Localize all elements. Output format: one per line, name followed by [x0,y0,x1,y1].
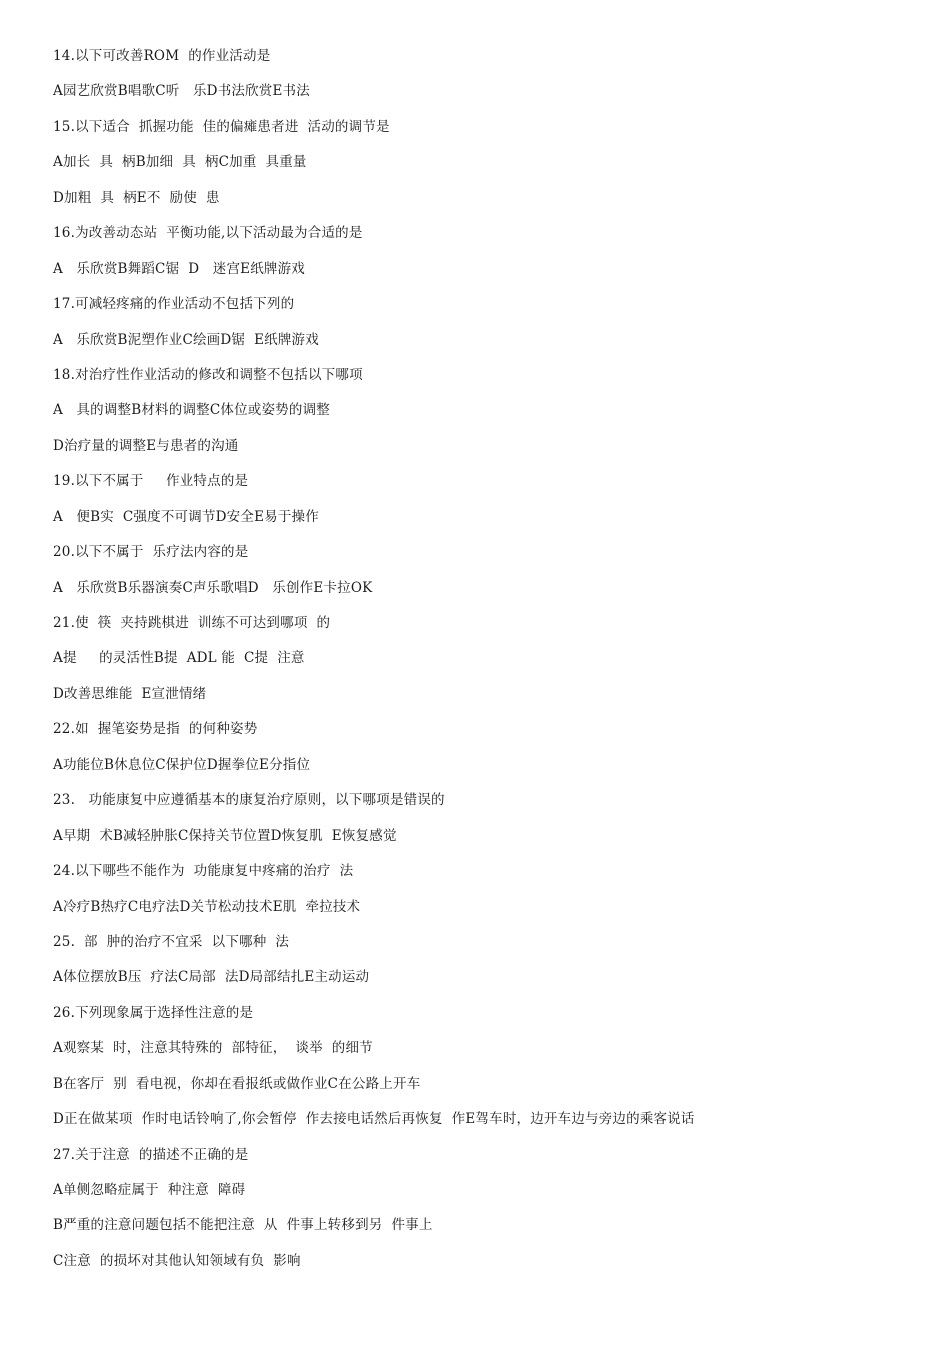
question-14: 14.以下可改善ROM 的作业活动是 [53,48,271,64]
question-17: 17.可减轻疼痛的作业活动不包括下列的 [53,296,295,313]
options-21-line-1: A提 的灵活性B提 ADL 能 C提 注意 [53,650,305,667]
question-24: 24.以下哪些不能作为 功能康复中疼痛的治疗 法 [53,863,354,880]
options-21-line-2: D改善思维能 E宣泄情绪 [53,685,207,702]
options-23: A早期 术B减轻肿胀C保持关节位置D恢复肌 E恢复感觉 [53,827,397,844]
question-list [53,44,933,1284]
question-22: 22.如 握笔姿势是指 的何种姿势 [53,721,258,738]
options-27-line-3: C注意 的损坏对其他认知领域有负 影响 [53,1252,301,1269]
question-27: 27.关于注意 的描述不正确的是 [53,1146,249,1163]
options-16: A 乐欣赏B舞蹈C锯 D 迷宫E纸牌游戏 [53,260,306,277]
options-25: A体位摆放B压 疗法C局部 法D局部结扎E主动运动 [53,969,370,986]
options-22: A功能位B休息位C保护位D握拳位E分指位 [53,756,311,773]
question-15: 15.以下适合 抓握功能 佳的偏瘫患者进 活动的调节是 [53,118,390,135]
options-18-line-1: A 具的调整B材料的调整C体位或姿势的调整 [53,402,330,419]
question-25: 25. 部 肿的治疗不宜采 以下哪种 法 [53,933,290,950]
options-19: A 便B实 C强度不可调节D安全E易于操作 [53,508,319,525]
options-17: A 乐欣赏B泥塑作业C绘画D锯 E纸牌游戏 [53,331,319,348]
options-20: A 乐欣赏B乐器演奏C声乐歌唱D 乐创作E卡拉OK [53,579,373,596]
question-16: 16.为改善动态站 平衡功能,以下活动最为合适的是 [53,225,363,242]
options-24: A冷疗B热疗C电疗法D关节松动技术E肌 牵拉技术 [53,898,361,915]
options-15-line-1: A加长 具 柄B加细 具 柄C加重 具重量 [53,154,307,171]
question-21: 21.使 筷 夹持跳棋进 训练不可达到哪项 的 [53,615,331,631]
options-15-line-2: D加粗 具 柄E不 励使 患 [53,189,220,206]
options-26-line-3: D正在做某项 作时电话铃响了,你会暂停 作去接电话然后再恢复 作E驾车时，边开车边与旁边的乘客说话 [53,1111,695,1128]
question-19: 19.以下不属于 作业特点的是 [53,473,249,490]
question-23: 23. 功能康复中应遵循基本的康复治疗原则，以下哪项是错误的 [53,792,445,809]
question-20: 20.以下不属于 乐疗法内容的是 [53,544,249,561]
options-26-line-2: B在客厅 别 看电视，你却在看报纸或做作业C在公路上开车 [53,1075,421,1092]
question-18: 18.对治疗性作业活动的修改和调整不包括以下哪项 [53,366,363,383]
question-26: 26.下列现象属于选择性注意的是 [53,1004,254,1021]
options-18-line-2: D治疗量的调整E与患者的沟通 [53,437,239,454]
options-27-line-1: A单侧忽略症属于 种注意 障碍 [53,1182,246,1198]
options-27-line-2: B严重的注意问题包括不能把注意 从 件事上转移到另 件事上 [53,1217,433,1234]
options-26-line-1: A观察某 时，注意其特殊的 部特征， 谈举 的细节 [53,1040,373,1057]
options-14: A园艺欣赏B唱歌C听 乐D书法欣赏E书法 [53,83,310,100]
